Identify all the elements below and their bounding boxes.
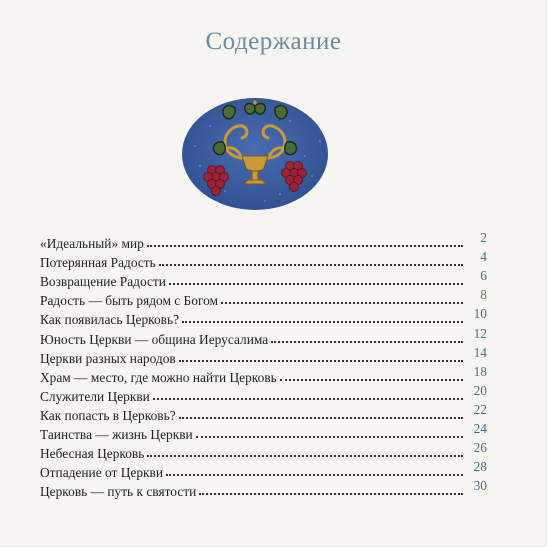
toc-entry-page: 8	[480, 287, 487, 303]
dot-leader	[196, 436, 463, 438]
toc-entry-title: Служители Церкви	[40, 388, 150, 404]
toc-entry-page: 12	[473, 325, 487, 341]
toc-entry-page: 30	[473, 478, 487, 494]
toc-entry-page: 18	[473, 363, 487, 379]
toc-entry-title: Церкви разных народов	[40, 350, 176, 366]
toc-entry[interactable]	[40, 232, 487, 251]
toc-entry-page: 28	[473, 459, 487, 475]
dot-leader	[221, 302, 463, 304]
toc-entry[interactable]	[40, 423, 487, 442]
toc-entry-title: Таинства — жизнь Церкви	[40, 427, 193, 443]
toc-entry-page: 26	[473, 440, 487, 456]
dot-leader	[166, 474, 463, 476]
toc-entry-title: Церковь — путь к святости	[40, 484, 197, 500]
toc-entry-title: Возвращение Радости	[40, 274, 166, 290]
grape-vine-chalice-icon	[180, 96, 330, 212]
toc-entry-page: 10	[473, 306, 487, 322]
dot-leader	[169, 283, 463, 285]
toc-entry[interactable]	[40, 442, 487, 461]
toc-entry-title: «Идеальный» мир	[40, 236, 144, 252]
toc-entry[interactable]	[40, 308, 487, 327]
toc-entry-title: Потерянная Радость	[40, 255, 156, 271]
dot-leader	[271, 341, 463, 343]
dot-leader	[147, 245, 463, 247]
toc-entry-title: Как появилась Церковь?	[40, 312, 180, 328]
toc-entry-page: 22	[473, 401, 487, 417]
toc-entry-title: Отпадение от Церкви	[40, 465, 164, 481]
toc-entry-title: Храм — место, где можно найти Церковь	[40, 369, 277, 385]
dot-leader	[182, 321, 463, 323]
toc-entry-page: 4	[480, 249, 487, 265]
toc-entry-page: 14	[473, 344, 487, 360]
toc-entry-page: 6	[480, 268, 487, 284]
toc-entry-page: 20	[473, 382, 487, 398]
dot-leader	[159, 264, 463, 266]
toc-entry[interactable]	[40, 327, 487, 346]
toc-entry[interactable]	[40, 270, 487, 289]
dot-leader	[179, 417, 463, 419]
toc-entry-page: 2	[480, 230, 487, 246]
toc-entry[interactable]	[40, 251, 487, 270]
page-title: Содержание	[205, 28, 342, 55]
toc-entry[interactable]	[40, 344, 487, 366]
toc-entry[interactable]	[40, 289, 487, 308]
toc-entry-title: Небесная Церковь	[40, 446, 145, 462]
dot-leader	[153, 398, 463, 400]
toc-entry-title: Юность Церкви — община Иерусалима	[40, 331, 269, 347]
toc-entry-page: 24	[473, 421, 487, 437]
toc-entry-title: Радость — быть рядом с Богом	[40, 293, 219, 309]
dot-leader	[280, 379, 463, 381]
dot-leader	[147, 455, 463, 457]
dot-leader	[199, 493, 463, 495]
toc-entry[interactable]	[40, 401, 487, 423]
table-of-contents	[40, 232, 487, 499]
toc-entry[interactable]	[40, 480, 487, 499]
dot-leader	[179, 360, 463, 362]
toc-entry[interactable]	[40, 461, 487, 480]
toc-entry-title: Как попасть в Церковь?	[40, 407, 176, 423]
toc-entry[interactable]	[40, 382, 487, 404]
toc-entry[interactable]	[40, 363, 487, 385]
